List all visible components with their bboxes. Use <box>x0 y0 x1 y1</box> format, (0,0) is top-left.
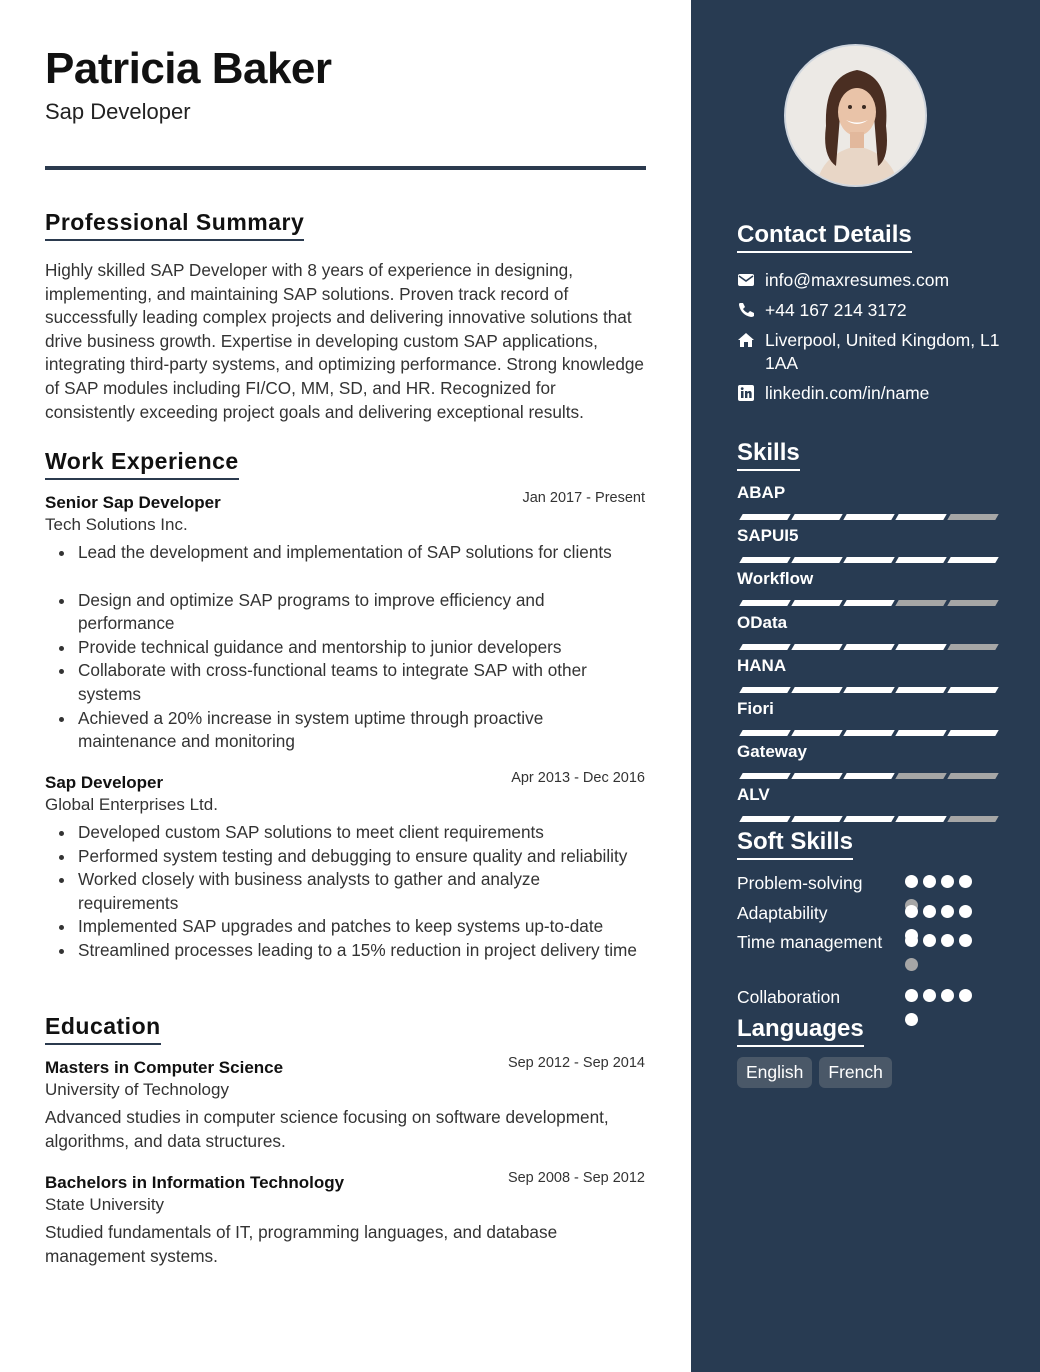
sidebar <box>691 0 1040 1372</box>
rating-dot <box>923 875 936 888</box>
skill-item <box>737 526 993 546</box>
contact-list <box>737 269 1007 405</box>
candidate-title: Sap Developer <box>45 99 191 124</box>
rating-dot <box>959 934 972 947</box>
languages-list <box>737 1057 892 1088</box>
education-dates: Sep 2012 - Sep 2014 <box>507 1055 645 1071</box>
job-dates: Jan 2017 - Present <box>522 490 645 506</box>
job-bullet: Lead the development and implementation of SAP solutions for clients <box>45 541 645 565</box>
skill-level-segment <box>739 644 790 650</box>
skill-level-segment <box>895 730 946 736</box>
skill-item <box>737 569 993 589</box>
skill-level-segment <box>843 773 894 779</box>
skill-name: OData <box>737 612 788 632</box>
job-bullet: Provide technical guidance and mentorship to junior developers <box>45 636 645 660</box>
skill-level-segment <box>739 730 790 736</box>
skill-level-segment <box>739 557 790 563</box>
skill-item <box>737 699 993 719</box>
job-dates: Apr 2013 - Dec 2016 <box>511 770 645 786</box>
skill-level-segment <box>791 816 842 822</box>
skill-level-segment <box>947 730 998 736</box>
rating-dot <box>923 989 936 1002</box>
rating-dot <box>923 934 936 947</box>
soft-skill-item <box>737 901 997 925</box>
linkedin-icon <box>737 385 755 401</box>
rating-dot <box>959 905 972 918</box>
skill-level-segment <box>895 687 946 693</box>
rating-dot <box>959 875 972 888</box>
skill-level-bar <box>737 600 993 606</box>
skill-level-segment <box>791 600 842 606</box>
summary-text: Highly skilled SAP Developer with 8 years of experience in designing, implementing, and maintaining SAP solutions. Proven track record of successfully leading complex projects and delivering innovative solutions that drive business growth. Expertise in developing custom SAP applications, integrating third-party systems, and optimizing performance. Strong knowledge of SAP modules including FI/CO, MM, SD, and HR. Recognized for consistently exceeding project goals and delivering exceptional results. <box>45 260 644 422</box>
soft-skill-name: Collaboration <box>737 987 841 1007</box>
education-entry <box>45 1055 645 1153</box>
soft-skill-item <box>737 871 997 895</box>
skill-level-segment <box>947 557 998 563</box>
rating-dot <box>941 905 954 918</box>
skill-name: HANA <box>737 655 787 675</box>
job-bullet: Design and optimize SAP programs to improve efficiency and performance <box>45 589 645 636</box>
skill-level-segment <box>843 644 894 650</box>
job-title: Senior Sap Developer <box>45 493 221 512</box>
phone-icon <box>737 302 755 318</box>
contact-phone[interactable] <box>737 299 1007 322</box>
skill-level-segment <box>739 816 790 822</box>
rating-dot <box>905 934 918 947</box>
education-heading: Education <box>45 1013 161 1045</box>
address-text: Liverpool, United Kingdom, L1 1AA <box>765 330 1000 373</box>
languages-heading: Languages <box>737 1015 864 1047</box>
job-bullets <box>45 821 645 963</box>
contact-heading: Contact Details <box>737 221 912 253</box>
skill-level-segment <box>895 816 946 822</box>
skill-level-segment <box>739 514 790 520</box>
job-company: Tech Solutions Inc. <box>45 515 188 534</box>
skill-level-segment <box>895 557 946 563</box>
job-bullets <box>45 541 645 754</box>
candidate-name: Patricia Baker <box>45 44 332 93</box>
skill-item <box>737 656 993 676</box>
skill-level-segment <box>791 687 842 693</box>
job-bullet: Worked closely with business analysts to gather and analyze requirements <box>45 868 645 915</box>
skill-level-segment <box>895 600 946 606</box>
contact-email[interactable] <box>737 269 1007 292</box>
skill-level-segment <box>895 773 946 779</box>
education-dates: Sep 2008 - Sep 2012 <box>507 1170 645 1186</box>
skill-level-bar <box>737 730 993 736</box>
skill-item <box>737 483 993 503</box>
soft-skill-name: Adaptability <box>737 903 828 923</box>
rating-dot <box>941 934 954 947</box>
experience-heading: Work Experience <box>45 448 239 480</box>
skills-heading: Skills <box>737 439 800 471</box>
skill-level-segment <box>791 514 842 520</box>
job-bullet: Implemented SAP upgrades and patches to keep systems up-to-date <box>45 915 645 939</box>
skill-level-segment <box>843 514 894 520</box>
skill-name: Workflow <box>737 569 814 589</box>
rating-dot <box>941 875 954 888</box>
rating-dot <box>905 875 918 888</box>
phone-text: +44 167 214 3172 <box>765 300 907 320</box>
skill-level-segment <box>843 730 894 736</box>
degree-title: Masters in Computer Science <box>45 1058 284 1077</box>
skill-level-bar <box>737 687 993 693</box>
skill-item <box>737 613 993 633</box>
skill-level-segment <box>843 600 894 606</box>
home-icon <box>737 332 755 348</box>
skill-level-segment <box>791 644 842 650</box>
skill-level-segment <box>947 773 998 779</box>
skill-level-segment <box>739 600 790 606</box>
job-bullet: Developed custom SAP solutions to meet client requirements <box>45 821 645 845</box>
job-bullet: Collaborate with cross-functional teams to integrate SAP with other systems <box>45 659 645 706</box>
skill-level-segment <box>739 687 790 693</box>
rating-dot <box>941 989 954 1002</box>
job-entry <box>45 770 645 963</box>
skill-name: ABAP <box>737 483 786 502</box>
skill-level-segment <box>791 557 842 563</box>
job-bullet: Streamlined processes leading to a 15% reduction in project delivery time <box>45 939 645 963</box>
skill-level-bar <box>737 816 993 822</box>
rating-dot <box>923 905 936 918</box>
job-company: Global Enterprises Ltd. <box>45 795 218 814</box>
school-name: University of Technology <box>45 1080 229 1099</box>
contact-address <box>737 329 1007 375</box>
portrait-image <box>786 46 927 187</box>
skill-level-segment <box>843 816 894 822</box>
skill-name: SAPUI5 <box>737 526 799 546</box>
rating-dot <box>959 989 972 1002</box>
soft-skill-name: Problem-solving <box>737 873 863 893</box>
skill-level-segment <box>895 514 946 520</box>
skill-level-segment <box>947 687 998 693</box>
job-bullet: Achieved a 20% increase in system uptime through proactive maintenance and monitoring <box>45 707 645 754</box>
skill-name: ALV <box>737 785 770 805</box>
skill-level-segment <box>895 644 946 650</box>
skill-item <box>737 742 993 762</box>
skill-level-bar <box>737 514 993 520</box>
skill-level-segment <box>739 773 790 779</box>
skill-level-segment <box>843 687 894 693</box>
summary-heading: Professional Summary <box>45 209 304 241</box>
rating-dot <box>905 905 918 918</box>
header-divider <box>45 166 646 170</box>
envelope-icon <box>737 272 755 288</box>
language-chip: French <box>819 1057 891 1088</box>
skill-level-segment <box>791 730 842 736</box>
linkedin-text: linkedin.com/in/name <box>765 383 930 403</box>
language-chip: English <box>737 1057 812 1088</box>
school-name: State University <box>45 1195 165 1214</box>
rating-dot <box>905 1013 918 1026</box>
education-entry <box>45 1170 645 1268</box>
skill-level-segment <box>791 773 842 779</box>
skill-level-segment <box>947 644 998 650</box>
rating-dot <box>905 989 918 1002</box>
skill-item <box>737 785 993 805</box>
skill-level-segment <box>947 600 998 606</box>
profile-photo <box>784 44 927 187</box>
soft-skill-item <box>737 985 997 1009</box>
degree-title: Bachelors in Information Technology <box>45 1173 345 1192</box>
skill-level-segment <box>947 816 998 822</box>
job-title: Sap Developer <box>45 773 164 792</box>
soft-skill-name: Time management <box>737 932 883 952</box>
rating-dot <box>905 958 918 971</box>
soft-skills-heading: Soft Skills <box>737 828 853 860</box>
skill-level-bar <box>737 557 993 563</box>
skill-level-bar <box>737 773 993 779</box>
skill-level-bar <box>737 644 993 650</box>
soft-skill-item <box>737 930 997 954</box>
skill-level-segment <box>843 557 894 563</box>
contact-linkedin[interactable] <box>737 382 1007 405</box>
education-description: Studied fundamentals of IT, programming languages, and database management systems. <box>45 1222 558 1266</box>
skill-name: Fiori <box>737 699 774 718</box>
email-text: info@maxresumes.com <box>765 270 950 290</box>
education-description: Advanced studies in computer science focusing on software development, algorithms, and data structures. <box>45 1107 609 1151</box>
job-entry <box>45 490 645 754</box>
skill-name: Gateway <box>737 742 807 762</box>
skill-level-segment <box>947 514 998 520</box>
job-bullet: Performed system testing and debugging to ensure quality and reliability <box>45 845 645 869</box>
